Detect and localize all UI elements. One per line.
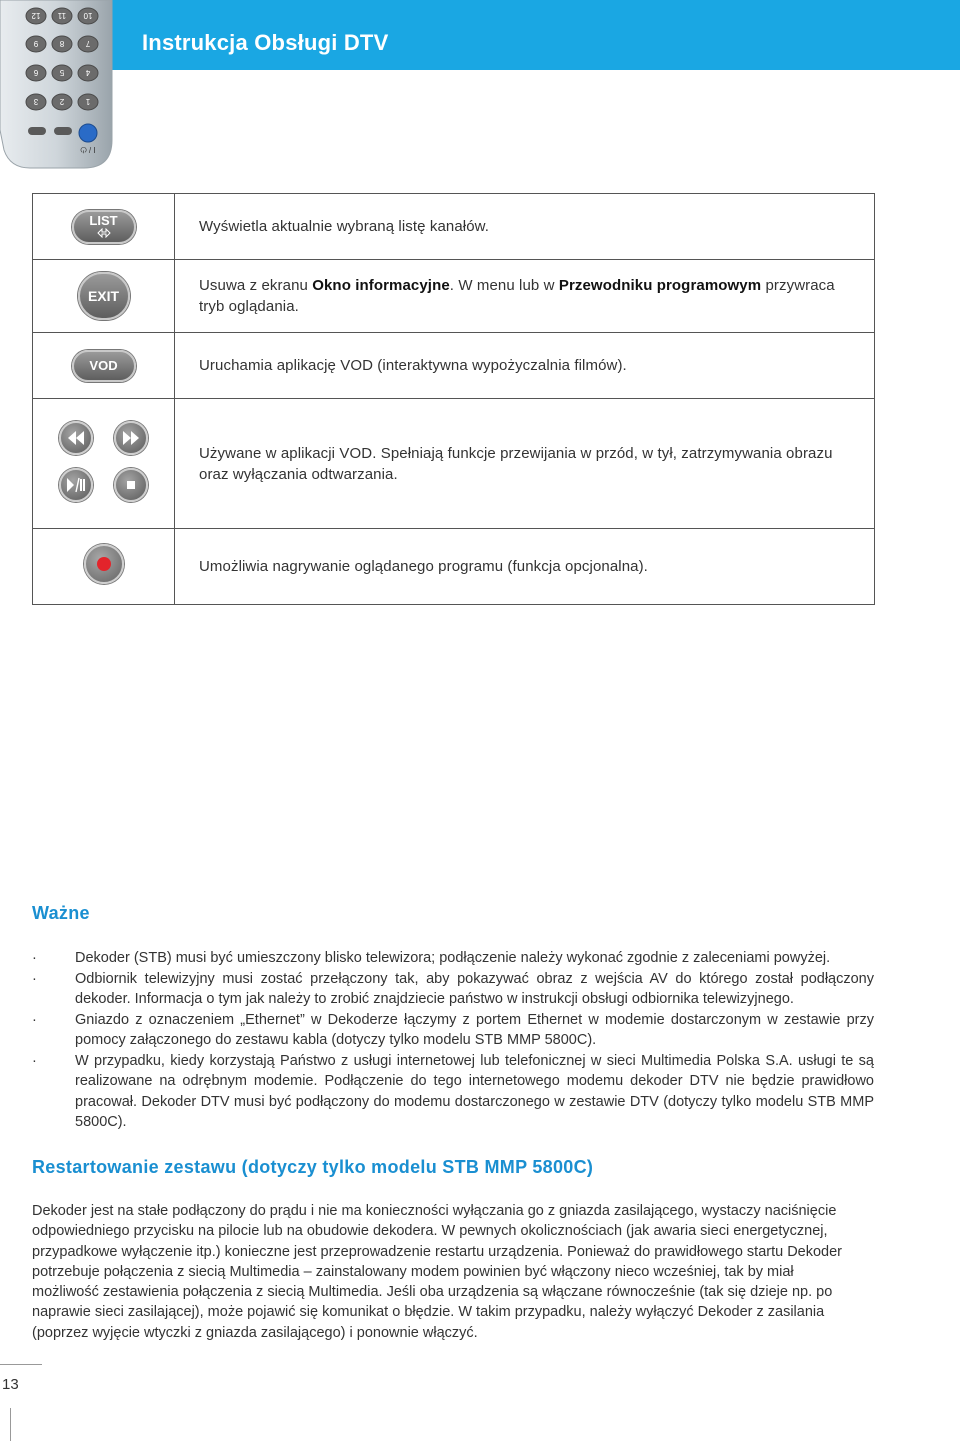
remote-key-label: 7 (85, 39, 91, 48)
bullet: · (32, 970, 37, 987)
rewind-icon (59, 421, 93, 455)
table-row (33, 333, 875, 399)
table-row (33, 529, 875, 605)
bullet: · (32, 1052, 37, 1069)
remote-key-label: 8 (59, 39, 65, 48)
remote-illustration (0, 0, 120, 175)
list-arrows-icon (97, 228, 111, 238)
important-list (32, 948, 874, 1133)
button-cell (33, 333, 175, 399)
button-cell (33, 399, 175, 529)
stop-icon (114, 468, 148, 502)
exit-button-graphic: EXIT (78, 272, 130, 320)
remote-key-label: 1 (85, 97, 91, 106)
remote-key-label: 6 (33, 68, 39, 77)
table-row (33, 399, 875, 529)
remote-key-label: 11 (57, 11, 67, 20)
bullet: · (32, 1011, 37, 1028)
note-text: Gniazdo z oznaczeniem „Ethernet” w Dekoderze łączymy z portem Ethernet w modemie dostarczonym w zestawie przy pomocy załączonego do zestawu kabla (dotyczy tylko modelu STB MMP 5800C). (75, 1011, 874, 1048)
bullet: · (32, 950, 37, 966)
page-number: 13 (2, 1376, 19, 1393)
remote-key-label: 9 (33, 39, 39, 48)
list-item (32, 1051, 874, 1133)
row-description: Umożliwia nagrywanie oglądanego programu (funkcja opcjonalna). (175, 529, 875, 605)
table-row (33, 194, 875, 260)
record-icon (84, 544, 124, 584)
remote-key-label: 10 (83, 11, 93, 20)
list-item (32, 948, 874, 969)
list-item (32, 969, 874, 1010)
page-title: Instrukcja Obsługi DTV (142, 30, 389, 55)
power-label: I / ⏻ (80, 145, 96, 154)
row-description: Usuwa z ekranu Okno informacyjne. W menu lub w Przewodniku programowym przywraca tryb oglądania. (175, 260, 875, 333)
note-text: Odbiornik telewizyjny musi zostać przełączony tak, aby pokazywać obraz z wejścia AV do którego został podłączony dekoder. Informacja o tym jak należy to zrobić znajdziecie państwo w instrukcji obsługi odbiornika telewizyjnego. (75, 970, 874, 1007)
remote-key-label: 4 (85, 68, 91, 77)
note-text: Dekoder (STB) musi być umieszczony blisko telewizora; podłączenie należy wykonać zgodnie z zaleceniami powyżej. (75, 950, 831, 966)
list-button-graphic (72, 210, 136, 244)
remote-key-label: 3 (33, 97, 39, 106)
play-pause-icon (59, 468, 93, 502)
restart-heading: Restartowanie zestawu (dotyczy tylko modelu STB MMP 5800C) (32, 1157, 594, 1177)
remote-graphic (0, 0, 120, 175)
list-item (32, 1010, 874, 1051)
remote-key-label: 5 (59, 68, 65, 77)
row-description: Uruchamia aplikację VOD (interaktywna wypożyczalnia filmów). (175, 333, 875, 399)
row-description: Używane w aplikacji VOD. Spełniają funkcje przewijania w przód, w tył, zatrzymywania obrazu oraz wyłączania odtwarzania. (175, 399, 875, 529)
page-rule (0, 1364, 42, 1365)
vod-button-graphic: VOD (72, 350, 136, 382)
important-heading: Ważne (32, 903, 90, 923)
button-cell (33, 529, 175, 605)
row-description: Wyświetla aktualnie wybraną listę kanałów. (175, 194, 875, 260)
remote-buttons-table (32, 193, 875, 605)
restart-body: Dekoder jest na stałe podłączony do prądu i nie ma konieczności wyłączania go z gniazda zasilającego, wystaczy naciśnięcie odpowiedniego przycisku na pilocie lub na obudowie dekodera. W pewnych okolicznościach (jak awaria sieci energetycznej, przypadkowe wyłączenie itp.) konieczne jest przeprowadzenie restartu urządzenia. Ponieważ do prawidłowego startu Dekoder potrzebuje połączenia z siecią Multimedia – zainstalowany modem powinien być włączony nieco wcześniej, tak by miał możliwość zestawienia połączenia z siecią Multimedia. Jeśli oba urządzenia są włączane równocześnie (tak się dzieje np. po naprawie sieci zasilającej), może pojawić się komunikat o błędzie. W takim przypadku, należy wyłączyć Dekoder z zasilania (poprzez wyjęcie wtyczki z gniazda zasilającego) i ponownie włączyć. (32, 1203, 843, 1341)
remote-key-label: 12 (31, 11, 41, 20)
button-cell (33, 260, 175, 333)
note-text: W przypadku, kiedy korzystają Państwo z usługi internetowej lub telefonicznej w sieci Multimedia Polska S.A. usługi te są realizowane na odrębnym modemie. Podłączenie do tego internetowego modemu dekoder DTV nie będzie prawidłowo pracował. Dekoder DTV musi być podłączony do modemu dostarczonego w zestawie DTV (dotyczy tylko modelu STB MMP 5800C). (75, 1052, 874, 1130)
button-cell (33, 194, 175, 260)
page-rule-vertical (10, 1408, 11, 1441)
list-button-label: LIST (89, 212, 118, 228)
fast-forward-icon (114, 421, 148, 455)
table-row (33, 260, 875, 333)
remote-key-label: 2 (59, 97, 65, 106)
